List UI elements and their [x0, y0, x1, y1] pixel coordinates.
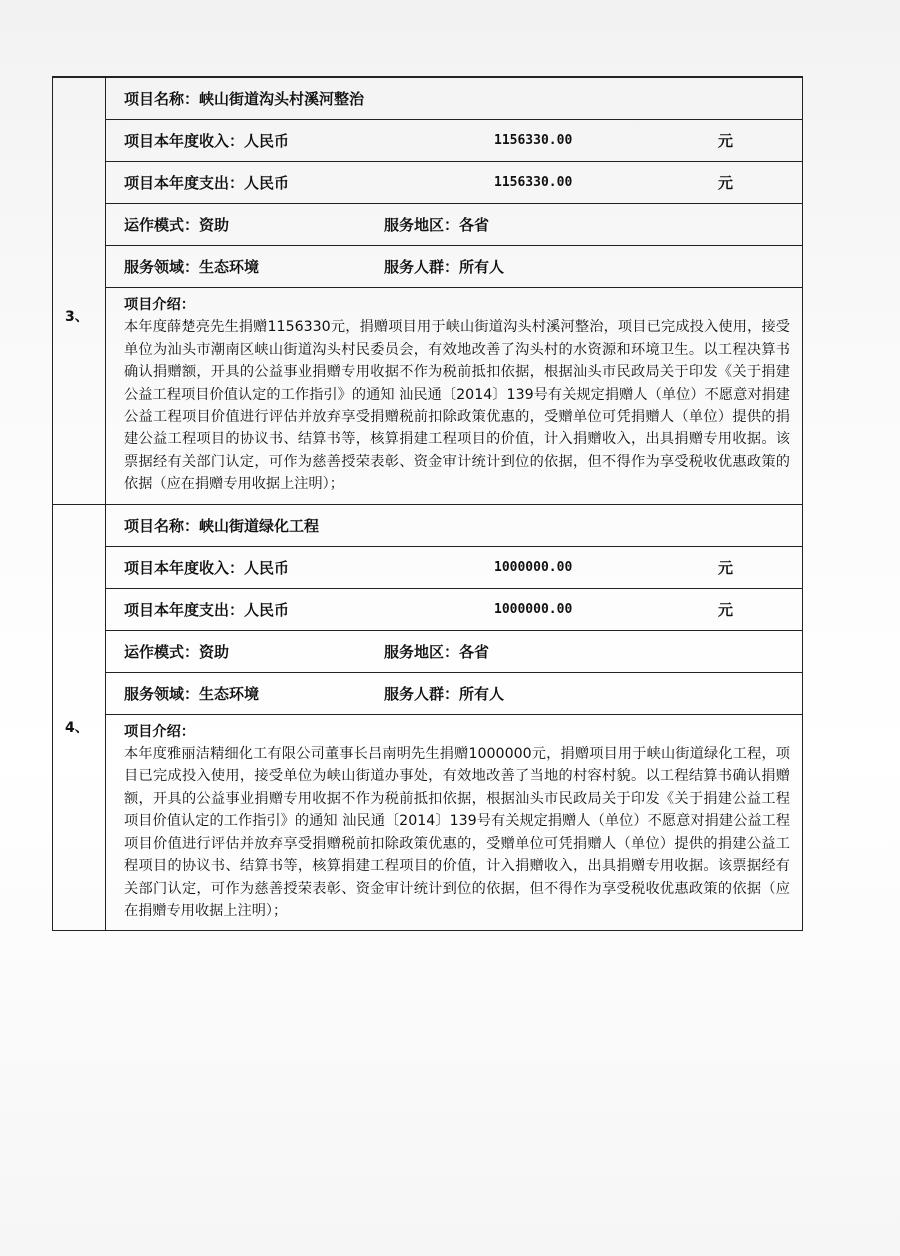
- income-value: 1156330.00: [494, 133, 573, 148]
- project-name-row: [106, 78, 803, 120]
- income-row: [106, 547, 803, 589]
- operation-mode: 运作模式：资助: [124, 216, 230, 234]
- service-crowd: 服务人群：所有人: [384, 684, 505, 703]
- project-index: 4、: [65, 719, 89, 736]
- expense-unit: 元: [718, 600, 734, 619]
- income-label: 项目本年度收入：人民币: [124, 132, 290, 150]
- income-label: 项目本年度收入：人民币: [124, 558, 290, 577]
- service-field: 服务领域：生态环境: [124, 258, 260, 276]
- project-name: 项目名称：峡山街道沟头村溪河整治: [124, 90, 365, 108]
- project-index: 3、: [65, 309, 89, 325]
- expense-unit: 元: [718, 174, 734, 192]
- expense-label: 项目本年度支出：人民币: [124, 600, 290, 619]
- expense-value: 1156330.00: [494, 175, 573, 190]
- service-area: 服务地区：各省: [384, 216, 490, 234]
- intro-text: 本年度薛楚亮先生捐赠1156330元，捐赠项目用于峡山街道沟头村溪河整治，项目已完成投入使用，接受单位为汕头市潮南区峡山街道沟头村民委员会，有效地改善了沟头村的水资源和环境卫生。以工程决算书确认捐赠额，开具的公益事业捐赠专用收据不作为税前抵扣依据，根据汕头市民政局关于印发《关于捐建公益工程项目价值认定的工作指引》的通知 汕民通〔2014〕139号有关规定捐赠人（单位）不愿意对捐建公益工程项目价值进行评估并放弃享受捐赠税前扣除政策优惠的，受赠单位可凭捐赠人（单位）提供的捐建公益工程项目的协议书、结算书等，核算捐建工程项目的价值，计入捐赠收入，出具捐赠专用收据。该票据经有关部门认定，可作为慈善授荣表彰、资金审计统计到位的依据，但不得作为享受税收优惠政策的依据（应在捐赠专用收据上注明）；: [124, 319, 790, 493]
- project-intro: [106, 715, 803, 931]
- project-block: [52, 76, 803, 505]
- project-table: [52, 76, 803, 931]
- expense-row: [106, 589, 803, 631]
- intro-label: 项目介绍：: [124, 297, 195, 313]
- mode-row: [106, 631, 803, 673]
- project-block: [52, 505, 803, 932]
- project-index-cell: [52, 505, 106, 931]
- expense-label: 项目本年度支出：人民币: [124, 174, 290, 192]
- income-value: 1000000.00: [494, 559, 573, 575]
- income-row: [106, 120, 803, 162]
- project-intro: [106, 288, 803, 504]
- expense-row: [106, 162, 803, 204]
- service-field: 服务领域：生态环境: [124, 684, 260, 703]
- service-area: 服务地区：各省: [384, 642, 490, 661]
- project-index-cell: [52, 78, 106, 504]
- expense-value: 1000000.00: [494, 601, 573, 617]
- mode-row: [106, 204, 803, 246]
- income-unit: 元: [718, 132, 734, 150]
- project-name: 项目名称：峡山街道绿化工程: [124, 516, 320, 535]
- intro-text: 本年度雅丽洁精细化工有限公司董事长吕南明先生捐赠1000000元，捐赠项目用于峡山街道绿化工程，项目已完成投入使用，接受单位为峡山街道办事处，有效地改善了当地的村容村貌。以工程结算书确认捐赠额，开具的公益事业捐赠专用收据不作为税前抵扣依据，根据汕头市民政局关于印发《关于捐建公益工程项目价值认定的工作指引》的通知 汕民通〔2014〕139号有关规定捐赠人（单位）不愿意对捐建公益工程项目价值进行评估并放弃享受捐赠税前扣除政策优惠的，受赠单位可凭捐赠人（单位）提供的捐建公益工程项目的协议书、结算书等，核算捐建工程项目的价值，计入捐赠收入，出具捐赠专用收据。该票据经有关部门认定，可作为慈善授荣表彰、资金审计统计到位的依据，但不得作为享受税收优惠政策的依据（应在捐赠专用收据上注明）；: [124, 746, 790, 919]
- income-unit: 元: [718, 558, 734, 577]
- field-row: [106, 673, 803, 715]
- intro-label: 项目介绍：: [124, 723, 195, 740]
- service-crowd: 服务人群：所有人: [384, 258, 505, 276]
- operation-mode: 运作模式：资助: [124, 642, 230, 661]
- field-row: [106, 246, 803, 288]
- project-name-row: [106, 505, 803, 547]
